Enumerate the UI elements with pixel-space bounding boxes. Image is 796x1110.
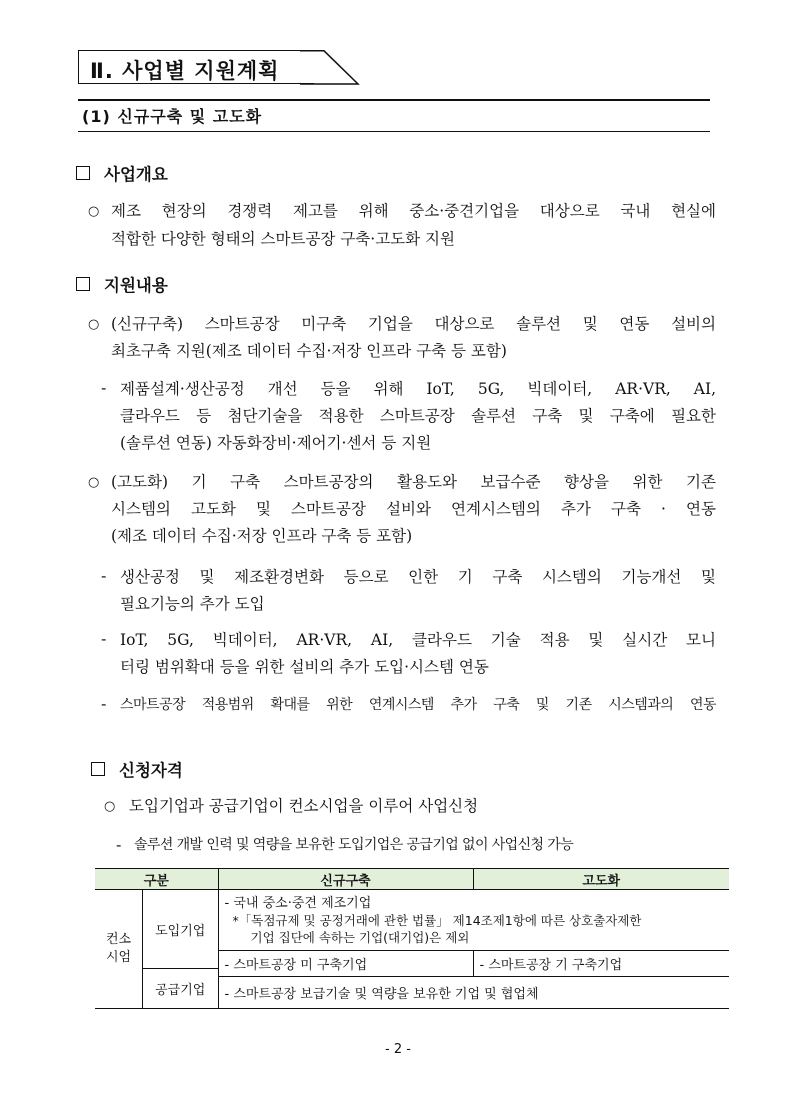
circle-bullet-icon: ○: [88, 317, 100, 332]
supplier-desc-cell: - 스마트공장 보급기술 및 역량을 보유한 기업 및 협업체: [218, 977, 729, 1009]
advanced-sub3-line-1: 스마트공장 적용범위 확대를 위한 연계시스템 추가 구축 및 기존 시스템과의 연동: [120, 697, 716, 713]
checkbox-square-icon: [91, 762, 105, 776]
consortium-cell: [95, 890, 218, 1009]
table-header-cell: 신규구축: [218, 869, 473, 890]
eligibility-line-1: 도입기업과 공급기업이 컨소시업을 이루어 사업신청: [129, 797, 479, 815]
circle-bullet-icon: ○: [104, 799, 116, 814]
adopter-common-line-2: *「독점규제 및 공정거래에 관한 법률」 제14조제1항에 따른 상호출자제한: [232, 912, 642, 928]
heading-eligibility: [91, 757, 183, 781]
advanced-sub1-line-2: 필요기능의 추가 도입: [120, 595, 265, 613]
new-sub-line-3: (솔루션 연동) 자동화장비·제어기·센서 등 지원: [120, 434, 432, 452]
dash-bullet-icon: -: [101, 379, 107, 397]
overview-line-2: 적합한 다양한 형태의 스마트공장 구축·고도화 지원: [111, 230, 455, 248]
overview-line-1: 제조 현장의 경쟁력 제고를 위해 중소·중견기업을 대상으로 국내 현실에: [111, 202, 716, 220]
adopter-new-cell: - 스마트공장 미 구축기업: [218, 951, 473, 977]
supplier-label: 공급기업: [155, 983, 206, 998]
advanced-sub1-line-1: 생산공정 및 제조환경변화 등으로 인한 기 구축 시스템의 기능개선 및: [120, 568, 716, 586]
new-sub-line-2: 클라우드 등 첨단기술을 적용한 스마트공장 솔루션 구축 및 구축에 필요한: [120, 407, 716, 425]
eligibility-table: [95, 868, 729, 1009]
new-sub-line-1: 제품설계·생산공정 개선 등을 위해 IoT, 5G, 빅데이터, AR·VR, AI,: [120, 380, 716, 398]
new-line-1: (신규구축) 스마트공장 미구축 기업을 대상으로 솔루션 및 연동 설비의: [111, 315, 716, 333]
adopter-common-cell: [218, 890, 729, 951]
adopter-label: 도입기업: [143, 890, 218, 969]
dash-bullet-icon: -: [116, 836, 122, 854]
consortium-label: 컨소 시엄: [95, 890, 143, 1008]
checkbox-square-icon: [76, 277, 90, 291]
header-rule-bottom: [78, 131, 710, 132]
eligibility-sub-line: 솔루션 개발 인력 및 역량을 보유한 도입기업은 공급기업 없이 사업신청 가능: [134, 837, 574, 853]
header-rule-top: [78, 99, 710, 101]
advanced-sub2-line-2: 터링 범위확대 등을 위한 설비의 추가 도입·시스템 연동: [120, 658, 489, 676]
adopter-common-line-3: 기업 집단에 속하는 기업(대기업)은 제외: [250, 929, 470, 945]
dash-bullet-icon: -: [101, 567, 107, 585]
advanced-line-2: 시스템의 고도화 및 스마트공장 설비와 연계시스템의 추가 구축 · 연동: [111, 500, 716, 518]
new-line-2: 최초구축 지원(제조 데이터 수집·저장 인프라 구축 등 포함): [111, 342, 507, 360]
dash-bullet-icon: -: [101, 630, 107, 648]
dash-bullet-icon: -: [101, 695, 107, 713]
table-header-cell: 고도화: [473, 869, 729, 890]
adopter-common-line-1: - 국내 중소·중견 제조기업: [224, 895, 372, 911]
page-title: Ⅱ. 사업별 지원계획: [90, 59, 280, 83]
table-header-cell: 구분: [95, 869, 218, 890]
table-row: [95, 890, 729, 951]
circle-bullet-icon: ○: [88, 204, 100, 219]
table-header-row: [95, 869, 729, 890]
section-subtitle: (1) 신규구축 및 고도화: [82, 107, 263, 126]
advanced-line-1: (고도화) 기 구축 스마트공장의 활용도와 보급수준 향상을 위한 기존: [111, 473, 716, 491]
heading-support-label: 지원내용: [104, 276, 168, 295]
page-number: - 2 -: [385, 1042, 411, 1057]
circle-bullet-icon: ○: [88, 475, 100, 490]
adopter-adv-cell: - 스마트공장 기 구축기업: [473, 951, 729, 977]
advanced-line-3: (제조 데이터 수집·저장 인프라 구축 등 포함): [111, 527, 413, 545]
heading-overview: [76, 161, 168, 185]
advanced-sub2-line-1: IoT, 5G, 빅데이터, AR·VR, AI, 클라우드 기술 적용 및 실시간 모니: [120, 631, 716, 649]
heading-overview-label: 사업개요: [104, 165, 168, 184]
heading-eligibility-label: 신청자격: [119, 761, 183, 780]
checkbox-square-icon: [76, 166, 90, 180]
heading-support: [76, 272, 168, 296]
title-arrow-shape: [300, 50, 360, 88]
